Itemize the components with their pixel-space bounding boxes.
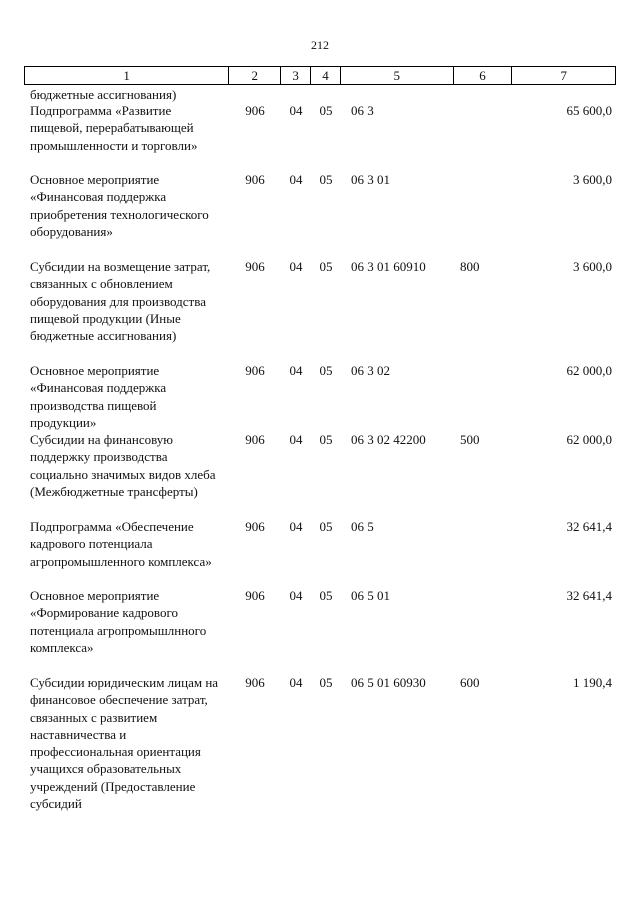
row-pr: 05 bbox=[319, 259, 333, 274]
row-vr: 500 bbox=[460, 432, 480, 447]
row-rz: 04 bbox=[289, 519, 303, 534]
row-sum: 3 600,0 bbox=[573, 259, 612, 274]
table-row bbox=[24, 674, 616, 830]
row-gr: 906 bbox=[245, 172, 265, 187]
row-pr: 05 bbox=[319, 432, 333, 447]
row-pr: 05 bbox=[319, 103, 333, 118]
row-cs: 06 3 bbox=[351, 103, 374, 118]
row-pr: 05 bbox=[319, 172, 333, 187]
row-cs: 06 3 01 bbox=[351, 172, 390, 187]
row-cs: 06 5 01 bbox=[351, 588, 390, 603]
row-rz: 04 bbox=[289, 363, 303, 378]
row-gr: 906 bbox=[245, 259, 265, 274]
row-vr bbox=[454, 171, 513, 258]
row-vr bbox=[454, 102, 513, 171]
table-row bbox=[24, 518, 616, 587]
row-name: Подпрограмма «Обеспечение кадрового потенциала агропромышленного комплекса» bbox=[30, 519, 212, 569]
header-col-4: 4 bbox=[311, 67, 341, 84]
row-name: бюджетные ассигнования) bbox=[30, 87, 177, 102]
row-gr: 906 bbox=[245, 675, 265, 690]
row-gr: 906 bbox=[245, 432, 265, 447]
header-col-5: 5 bbox=[341, 67, 454, 84]
row-pr: 05 bbox=[319, 675, 333, 690]
table-row bbox=[24, 362, 616, 431]
row-sum: 65 600,0 bbox=[566, 103, 612, 118]
row-sum: 32 641,4 bbox=[566, 519, 612, 534]
table-body bbox=[24, 86, 616, 830]
row-cs: 06 5 01 60930 bbox=[351, 675, 426, 690]
row-sum: 62 000,0 bbox=[566, 432, 612, 447]
table-header bbox=[24, 66, 616, 85]
row-gr: 906 bbox=[245, 103, 265, 118]
row-vr bbox=[454, 587, 513, 674]
row-pr: 05 bbox=[319, 588, 333, 603]
row-rz: 04 bbox=[289, 172, 303, 187]
table-row bbox=[24, 86, 616, 102]
row-vr: 800 bbox=[460, 259, 480, 274]
row-name: Субсидии юридическим лицам на финансовое обеспечение затрат, связанных с развитием наставничества и профессиональная ориентация учащихся образовательных учреждений (Предоставление субсидий bbox=[30, 675, 219, 812]
table-row bbox=[24, 587, 616, 674]
row-rz: 04 bbox=[289, 432, 303, 447]
row-cs: 06 3 02 bbox=[351, 363, 390, 378]
row-name: Субсидии на возмещение затрат, связанных с обновлением оборудования для производства пищевой продукции (Иные бюджетные ассигнования) bbox=[30, 259, 211, 344]
header-col-2: 2 bbox=[229, 67, 281, 84]
row-rz: 04 bbox=[289, 675, 303, 690]
header-col-6: 6 bbox=[454, 67, 513, 84]
row-sum: 32 641,4 bbox=[566, 588, 612, 603]
row-name: Основное мероприятие «Финансовая поддержка приобретения технологического оборудования» bbox=[30, 172, 209, 239]
header-col-1: 1 bbox=[25, 67, 229, 84]
row-sum: 3 600,0 bbox=[573, 172, 612, 187]
row-gr: 906 bbox=[245, 519, 265, 534]
row-rz: 04 bbox=[289, 259, 303, 274]
row-sum: 1 190,4 bbox=[573, 675, 612, 690]
row-pr: 05 bbox=[319, 363, 333, 378]
row-sum: 62 000,0 bbox=[566, 363, 612, 378]
table-row bbox=[24, 171, 616, 258]
row-rz: 04 bbox=[289, 588, 303, 603]
row-vr bbox=[454, 518, 513, 587]
header-col-7: 7 bbox=[560, 68, 567, 83]
table-row bbox=[24, 431, 616, 518]
page-number: 212 bbox=[311, 38, 329, 52]
row-vr: 600 bbox=[460, 675, 480, 690]
row-name: Субсидии на финансовую поддержку производства социально значимых видов хлеба (Межбюджетные трансферты) bbox=[30, 432, 216, 499]
table-row bbox=[24, 102, 616, 171]
row-gr: 906 bbox=[245, 363, 265, 378]
header-col-3: 3 bbox=[281, 67, 311, 84]
row-gr: 906 bbox=[245, 588, 265, 603]
row-pr: 05 bbox=[319, 519, 333, 534]
row-name: Основное мероприятие «Формирование кадрового потенциала агропромышлнного комплекса» bbox=[30, 588, 207, 655]
table-row bbox=[24, 258, 616, 362]
row-cs: 06 5 bbox=[351, 519, 374, 534]
row-vr bbox=[454, 362, 513, 431]
row-cs: 06 3 01 60910 bbox=[351, 259, 426, 274]
row-name: Подпрограмма «Развитие пищевой, перерабатывающей промышленности и торговли» bbox=[30, 103, 198, 153]
row-name: Основное мероприятие «Финансовая поддержка производства пищевой продукции» bbox=[30, 363, 167, 430]
row-rz: 04 bbox=[289, 103, 303, 118]
row-cs: 06 3 02 42200 bbox=[351, 432, 426, 447]
